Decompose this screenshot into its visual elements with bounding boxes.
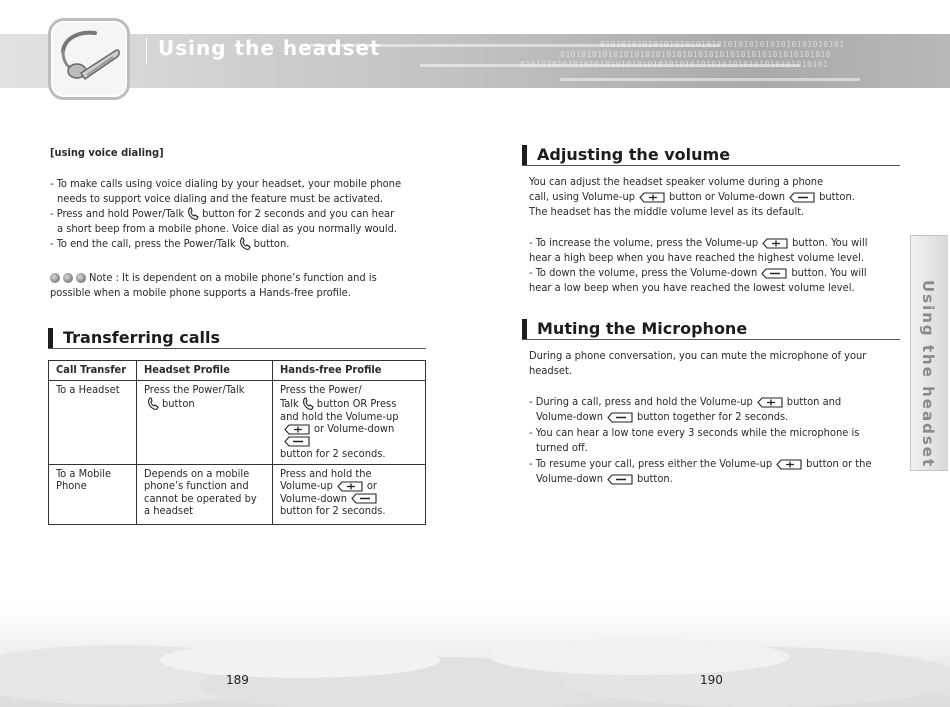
mute-text: turned off.	[536, 441, 588, 454]
table-header: Headset Profile	[137, 361, 273, 381]
table-row	[49, 381, 426, 465]
section-rule	[48, 348, 426, 349]
section-title-mute: Muting the Microphone	[522, 319, 747, 339]
power-talk-icon	[187, 207, 199, 221]
volume-up-icon	[639, 192, 665, 203]
mute-text: headset.	[529, 364, 572, 377]
mute-text: Volume-down button together for 2 seconds.	[536, 410, 789, 423]
volume-up-icon	[776, 459, 802, 470]
volume-text: hear a low beep when you have reached the lowest volume level.	[529, 281, 855, 294]
title-divider	[146, 38, 147, 64]
page-number-right: 190	[700, 673, 723, 687]
voice-dialing-line: - Press and hold Power/Talk button for 2 seconds and you can hear	[50, 207, 395, 220]
volume-up-icon	[284, 424, 310, 435]
volume-up-icon	[757, 397, 783, 408]
volume-text: call, using Volume-up button or Volume-down button.	[529, 190, 855, 203]
volume-down-icon	[761, 268, 787, 279]
voice-dialing-heading: [using voice dialing]	[50, 146, 164, 159]
table-cell: Depends on a mobile phone’s function and cannot be operated by a headset	[137, 464, 273, 524]
power-talk-icon	[302, 397, 314, 411]
power-talk-icon	[239, 237, 251, 251]
voice-dialing-line: - To end the call, press the Power/Talk button.	[50, 237, 290, 250]
volume-text: - To down the volume, press the Volume-down button. You will	[529, 266, 867, 279]
headset-logo-icon	[48, 18, 130, 100]
mute-text: During a phone conversation, you can mute the microphone of your	[529, 349, 867, 362]
volume-up-icon	[337, 481, 363, 492]
transfer-table	[48, 360, 426, 525]
voice-dialing-line: needs to support voice dialing and the feature must be activated.	[57, 192, 383, 205]
volume-down-icon	[607, 412, 633, 423]
table-cell: Press the Power/ Talk button OR Press and hold the Volume-up or Volume-down button for 2 seconds.	[273, 381, 426, 465]
mute-text: Volume-down button.	[536, 472, 673, 485]
section-rule	[522, 165, 900, 166]
volume-text: You can adjust the headset speaker volume during a phone	[529, 175, 824, 188]
section-title-transferring: Transferring calls	[48, 328, 220, 348]
header-band: 0101010101010101010101010101010101010101010101 010101010101010101010101010101010101010101010101010 0101010101010101010101010101010101010101010101010101010101	[0, 34, 950, 88]
section-title-volume: Adjusting the volume	[522, 145, 730, 165]
table-row	[49, 464, 426, 524]
note-line: possible when a mobile phone supports a Hands-free profile.	[50, 286, 351, 299]
table-header: Call Transfer	[49, 361, 137, 381]
table-header-row	[49, 361, 426, 381]
note-line: Note : It is dependent on a mobile phone’s function and is	[50, 270, 377, 285]
note-bullets-icon	[50, 273, 86, 283]
page-title: Using the headset	[158, 36, 381, 60]
table-cell: To a Mobile Phone	[49, 464, 137, 524]
table-cell: Press and hold the Volume-up or Volume-down button for 2 seconds.	[273, 464, 426, 524]
mute-text: - To resume your call, press either the Volume-up button or the	[529, 457, 872, 470]
volume-down-icon	[607, 474, 633, 485]
volume-text: The headset has the middle volume level as its default.	[529, 205, 805, 218]
voice-dialing-line: - To make calls using voice dialing by your headset, your mobile phone	[50, 177, 402, 190]
volume-text: hear a high beep when you have reached the highest volume level.	[529, 251, 865, 264]
table-cell: To a Headset	[49, 381, 137, 465]
mute-text: - You can hear a low tone every 3 seconds while the microphone is	[529, 426, 860, 439]
side-tab	[910, 235, 948, 471]
volume-text: - To increase the volume, press the Volume-up button. You will	[529, 236, 868, 249]
table-header: Hands-free Profile	[273, 361, 426, 381]
table-cell: Press the Power/Talk button	[137, 381, 273, 465]
mute-text: - During a call, press and hold the Volume-up button and	[529, 395, 842, 408]
side-tab-label: Using the headset	[919, 280, 937, 469]
volume-down-icon	[789, 192, 815, 203]
voice-dialing-line: a short beep from a mobile phone. Voice dial as you normally would.	[57, 222, 398, 235]
page-number-left: 189	[226, 673, 249, 687]
power-talk-icon	[147, 397, 159, 411]
volume-up-icon	[762, 238, 788, 249]
section-rule	[522, 339, 900, 340]
footer-cloud	[0, 605, 950, 707]
volume-down-icon	[284, 436, 310, 447]
volume-down-icon	[351, 493, 377, 504]
